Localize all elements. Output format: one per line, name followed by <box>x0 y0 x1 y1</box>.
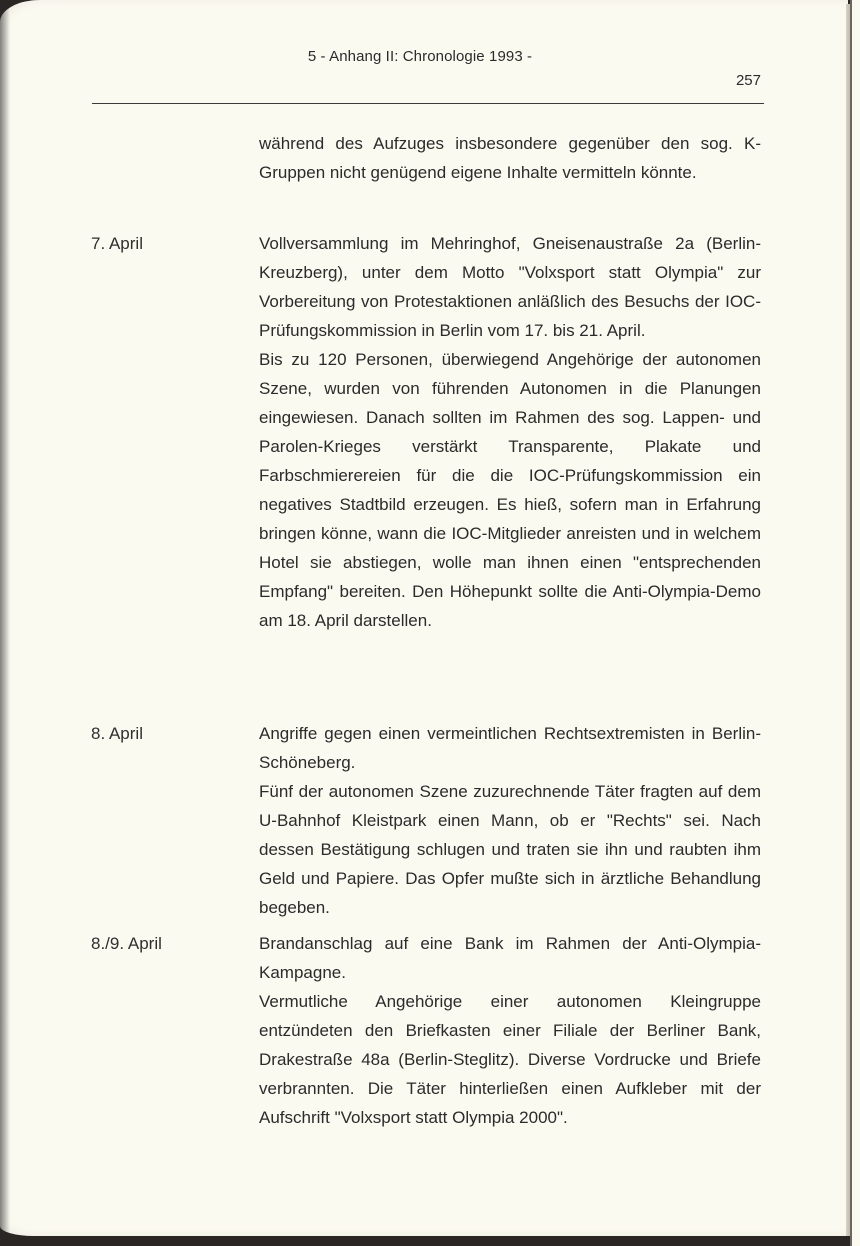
entry-body <box>259 229 761 635</box>
header-divider <box>92 103 764 104</box>
entry-paragraph: während des Aufzuges insbesondere gegenüber den sog. K-Gruppen nicht genügend eigene Inhalte vermitteln könnte. <box>259 134 761 182</box>
entry-date: 8. April <box>91 724 143 743</box>
entry-date: 7. April <box>91 234 143 253</box>
entry-body <box>259 129 761 187</box>
page-number: 257 <box>735 72 761 89</box>
entry-paragraph: Bis zu 120 Personen, überwiegend Angehörige der autonomen Szene, wurden von führenden Autonomen in die Planungen eingewiesen. Danach sollten im Rahmen des sog. Lappen- und Parolen-Krieges verstärkt Transparente, Plakate und Farbschmierereien für die die IOC-Prüfungskommission ein negatives Stadtbild erzeugen. Es hieß, sofern man in Erfahrung bringen könne, wann die IOC-Mitglieder anreisten und in welchem Hotel sie abstiegen, wolle man ihnen einen "entsprechenden Empfang" bereiten. Den Höhepunkt sollte die Anti-Olympia-Demo am 18. April darstellen. <box>259 350 761 630</box>
entry-paragraph: Angriffe gegen einen vermeintlichen Rechtsextremisten in Berlin-Schöneberg. <box>259 724 761 772</box>
running-header: 5 - Anhang II: Chronologie 1993 - <box>307 48 533 65</box>
entry-date: 8./9. April <box>91 934 162 953</box>
page-curl-shadow <box>0 0 10 1236</box>
entry-body <box>259 719 761 922</box>
entry-paragraph: Brandanschlag auf eine Bank im Rahmen der Anti-Olympia-Kampagne. <box>259 934 761 982</box>
next-page-edge <box>850 0 860 1246</box>
entry-body <box>259 929 761 1132</box>
entry-paragraph: Vermutliche Angehörige einer autonomen Kleingruppe entzündeten den Briefkasten einer Filiale der Berliner Bank, Drakestraße 48a (Berlin-Steglitz). Diverse Vordrucke und Briefe verbrannten. Die Täter hinterließen einen Aufkleber mit der Aufschrift "Volxsport statt Olympia 2000". <box>259 992 761 1127</box>
entry-paragraph: Fünf der autonomen Szene zuzurechnende Täter fragten auf dem U-Bahnhof Kleistpark einen Mann, ob er "Rechts" sei. Nach dessen Bestätigung schlugen und traten sie ihn und raubten ihm Geld und Papiere. Das Opfer mußte sich in ärztliche Behandlung begeben. <box>259 782 761 917</box>
entry-paragraph: Vollversammlung im Mehringhof, Gneisenaustraße 2a (Berlin-Kreuzberg), unter dem Motto "Volxsport statt Olympia" zur Vorbereitung von Protestaktionen anläßlich des Besuchs der IOC-Prüfungskommission in Berlin vom 17. bis 21. April. <box>259 234 761 340</box>
